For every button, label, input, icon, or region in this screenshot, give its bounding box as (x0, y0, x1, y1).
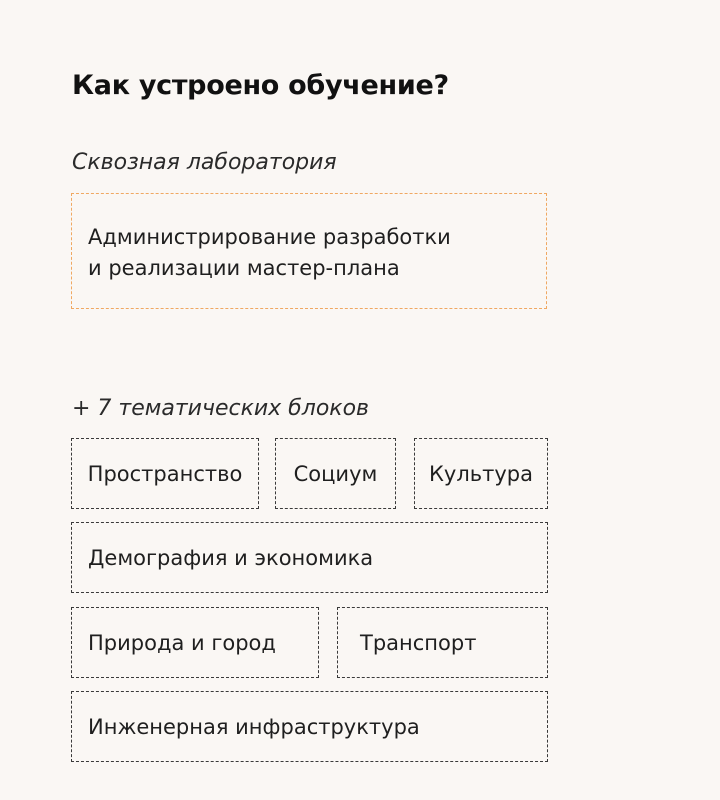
lab-card (71, 193, 547, 309)
lab-section-label: Сквозная лаборатория (72, 150, 337, 175)
lab-card-text: Администрирование разработки и реализации мастер-плана (88, 225, 451, 280)
block-society: Социум (275, 438, 396, 509)
page-title: Как устроено обучение? (72, 70, 449, 101)
blocks-section-label: + 7 тематических блоков (72, 396, 369, 421)
block-demography-economy: Демография и экономика (71, 522, 548, 593)
block-nature-city: Природа и город (71, 607, 319, 678)
block-engineering-infrastructure: Инженерная инфраструктура (71, 691, 548, 762)
block-culture: Культура (414, 438, 548, 509)
block-transport: Транспорт (337, 607, 548, 678)
block-space: Пространство (71, 438, 259, 509)
